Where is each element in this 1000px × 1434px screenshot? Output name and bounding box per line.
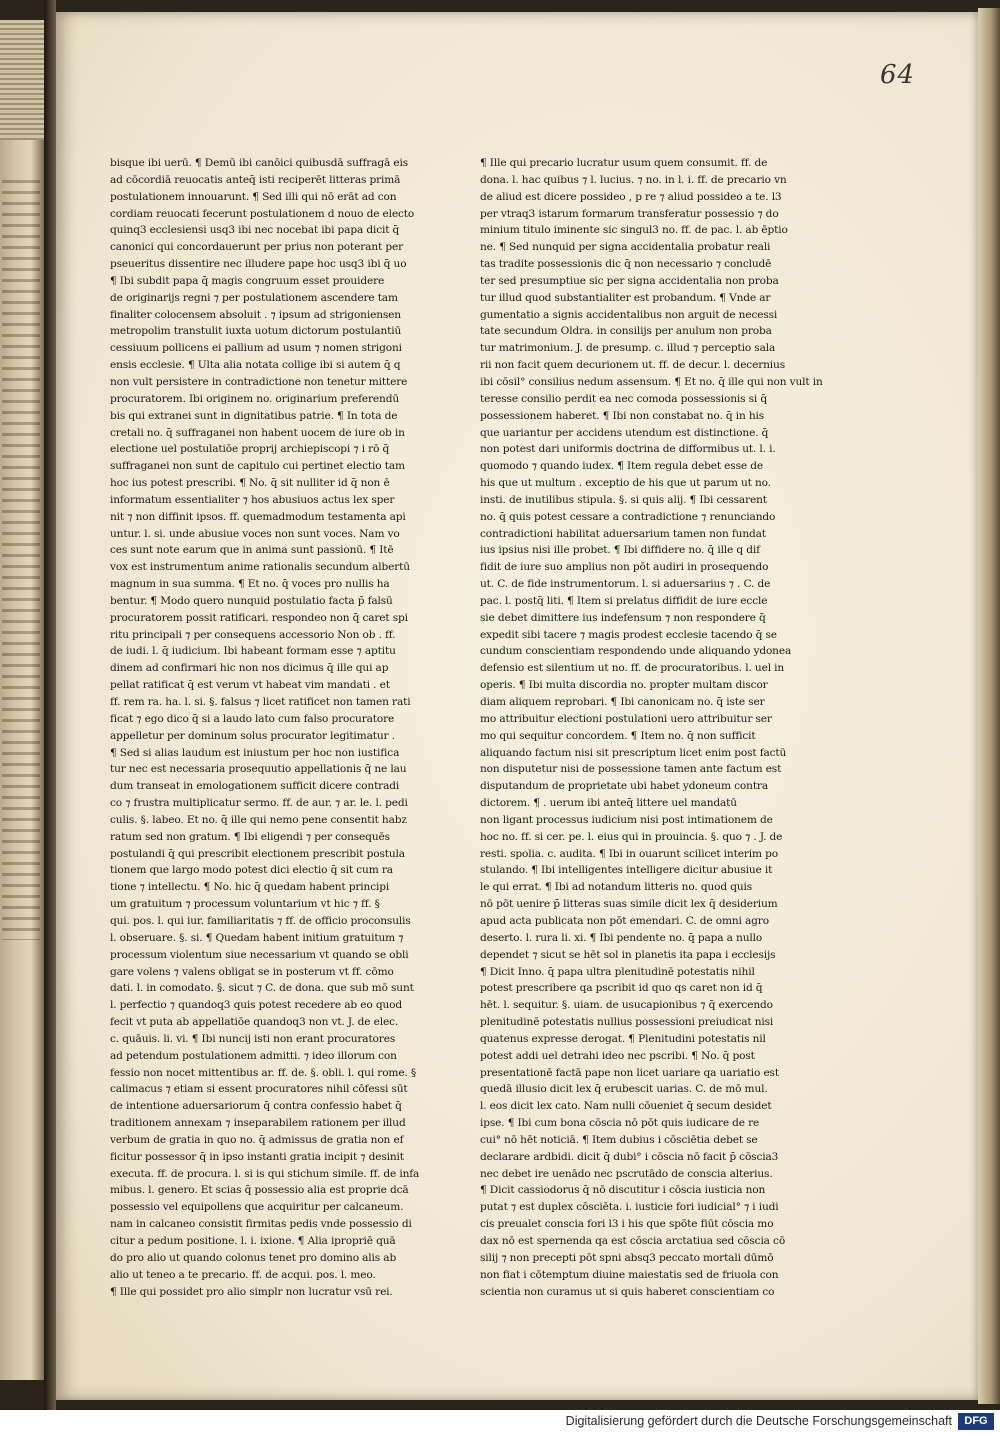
text-line-left: qui. pos. l. qui iur. familiaritatis ⁊ ff. de officio proconsulis — [110, 914, 411, 927]
text-line-left: suffraganei non sunt de capitulo cui pertinet electio tam — [110, 460, 405, 473]
text-line-right: dax nō est spernenda qa est cōscia arctatiua sed cōscia cō — [480, 1235, 786, 1247]
text-line-left: pseueritus dissentire nec illudere pape hoc usq3 ibi q̄ uo — [110, 258, 407, 271]
text-line-left: quinq3 ecclesiensi usq3 ibi nec nocebat ibi papa dicit q̄ — [110, 224, 400, 237]
page-stack-edge — [0, 20, 44, 140]
text-line-right: scientia non curamus ut si quis haberet conscientiam co — [480, 1285, 775, 1298]
text-line-left: tione ⁊ intellectu. ¶ No. hic q̄ quedam habent principi — [110, 881, 390, 894]
text-line-right: his que ut multum . exceptio de his que ut parum ut no. — [480, 477, 771, 490]
text-line-right: tas tradite possessionis dic q̄ non necessario ⁊ concludē — [480, 258, 772, 271]
text-line-right: presentationē factā pape non licet uariare qa uariatio est — [480, 1066, 779, 1079]
text-line-right: que uariantur per accidens utendum est distinctione. q̄ — [480, 426, 769, 439]
text-line-left: ad cōcordiā reuocatis anteq̄ isti reciperēt litteras primā — [110, 173, 401, 186]
text-line-right: ¶ Dicit cassiodorus q̄ nō discutitur i cōscia iusticia non — [480, 1184, 766, 1197]
text-line-right: fidit de iure suo amplius non pōt audiri in prosequendo — [480, 561, 769, 574]
text-line-left: ¶ Ille qui possidet pro alio simplr non lucratur vsū rei. — [110, 1285, 393, 1298]
text-line-right: non ligant processus iudicium nisi post intimationem de — [480, 813, 773, 826]
text-line-right: tur illud quod substantialiter est probandum. ¶ Vnde ar — [480, 291, 771, 304]
text-line-right: contradictioni habilitat aduersarium tamen non fundat — [480, 527, 766, 540]
text-line-left: bisque ibi uerū. ¶ Demū ibi canōici quibusdā suffragā eis — [110, 157, 409, 169]
text-line-left: culis. §. labeo. Et no. q̄ ille qui nemo pene consentit habz — [110, 813, 407, 826]
text-line-right: l. eos dicit lex cato. Nam nulli cōueniet q̄ secum desidet — [480, 1100, 772, 1113]
text-line-right: ipse. ¶ Ibi cum bona cōscia nō pōt quis iudicare de re — [480, 1117, 760, 1130]
funding-credit: Digitalisierung gefördert durch die Deutsche Forschungsgemeinschaft — [565, 1414, 952, 1428]
text-line-right: le qui errat. ¶ Ibi ad notandum litteris no. quod quis — [480, 881, 753, 894]
text-line-left: de intentione aduersariorum q̄ contra confessio habet q̄ — [110, 1100, 402, 1113]
text-line-right: ius ipsius nisi ille probet. ¶ Ibi diffidere no. q̄ ille q dif — [480, 544, 760, 557]
text-line-left: vox est instrumentum anime rationalis secundum albertū — [110, 561, 410, 574]
text-line-left: do pro alio ut quando colonus tenet pro domino alis ab — [110, 1251, 397, 1264]
text-line-left: nit ⁊ non diffinit ipsos. ff. quemadmodum testamenta api — [110, 510, 406, 523]
text-line-left: canonici qui concordauerunt per prius non poterant per — [110, 241, 404, 254]
text-line-right: deserto. l. rura li. xi. ¶ Ibi pendente no. q̄ papa a nullo — [480, 931, 763, 944]
text-line-left: hoc ius potest prescribi. ¶ No. q̄ sit nulliter id q̄ non ē — [110, 477, 390, 490]
text-line-right: minium titulo iminente sic singul3 no. ff. de pac. l. ab ēptio — [480, 224, 788, 237]
facing-page-text-fragment — [2, 180, 40, 940]
text-line-right: insti. de inutilibus stipula. §. si quis alij. ¶ Ibi cessarent — [480, 493, 767, 506]
text-line-right: rii non facit quem decurionem ut. ff. de decur. l. decernius — [480, 359, 785, 372]
page-fore-edge — [978, 8, 1000, 1404]
text-line-right: defensio est silentium ut no. ff. de procuratoribus. l. uel in — [480, 662, 785, 675]
text-line-right: hoc no. ff. si cer. pe. l. eius qui in prouincia. §. quo ⁊ . J. de — [480, 830, 783, 843]
text-line-left: electione uel postulatiōe proprij archiepiscopi ⁊ i rō q̄ — [110, 443, 390, 456]
text-line-right: quatenus expresse derogat. ¶ Plenitudini potestatis nil — [480, 1032, 766, 1045]
text-line-right: hēt. l. sequitur. §. uiam. de usucapionibus ⁊ q̄ exercendo — [480, 999, 773, 1012]
text-line-right: quomodo ⁊ quando iudex. ¶ Item regula debet esse de — [480, 460, 763, 473]
text-line-left: ficitur possessor q̄ in ipso instanti gratia incipit ⁊ desinit — [110, 1150, 404, 1163]
dfg-logo: DFG — [958, 1413, 994, 1430]
text-line-right: aliquando factum nisi sit prescriptum licet enim post factū — [480, 746, 787, 759]
text-line-left: l. obseruare. §. si. ¶ Quedam habent initium gratuitum ⁊ — [110, 931, 404, 944]
text-line-right: ¶ Dicit Inno. q̄ papa ultra plenitudinē potestatis nihil — [480, 965, 755, 978]
text-line-right: declarare ardbidi. dicit q̄ dubi° i cōscia nō facit p̄ cōscia3 — [480, 1150, 779, 1163]
text-line-left: alio ut teneo a te precario. ff. de acqui. pos. l. meo. — [110, 1268, 376, 1281]
text-line-left: verbum de gratia in quo no. q̄ admissus de gratia non ef — [110, 1133, 404, 1146]
text-line-left: ff. rem ra. ha. l. si. §. falsus ⁊ licet ratificet non tamen rati — [110, 696, 411, 708]
text-line-right: gumentatio a signis accidentalibus non arguit de necessi — [480, 308, 778, 321]
text-line-left: dum transeat in emologationem sufficit dicere contradi — [110, 780, 400, 793]
text-line-left: calimacus ⁊ etiam si essent procuratores nihil cōfessi sūt — [110, 1083, 408, 1096]
text-line-right: ibi cōsil° consilius nedum assensum. ¶ Et no. q̄ ille qui non vult in — [480, 375, 823, 388]
text-line-right: ut. C. de fide instrumentorum. l. si aduersarius ⁊ . C. de — [480, 578, 771, 591]
text-line-right: non potest dari uniformis doctrina de difformibus ut. l. i. — [480, 443, 776, 456]
text-line-left: ¶ Sed si alias laudum est iniustum per hoc non iustifica — [110, 746, 400, 759]
text-line-right: apud acta publicata non pōt emendari. C. de omni agro — [480, 914, 769, 927]
text-line-right: nō pōt uenire p̄ litteras suas simile dicit lex q̄ desiderium — [480, 898, 778, 911]
text-line-right: putat ⁊ est duplex cōsciēta. i. iusticie fori iudicial° ⁊ i iudi — [480, 1201, 779, 1214]
text-line-right: dictorem. ¶ . uerum ibi anteq̄ littere uel mandatū — [480, 797, 737, 810]
text-line-left: citur a pedum positione. l. i. ixione. ¶ Alia ipropriē quā — [110, 1235, 396, 1247]
text-line-right: plenitudinē potestatis nullius possessioni preiudicat nisi — [480, 1016, 774, 1029]
text-line-left: cretali no. q̄ suffraganei non habent uocem de iure ob in — [110, 426, 405, 439]
text-line-left: de originarijs regni ⁊ per postulationem ascendere tam — [110, 291, 398, 304]
text-line-right: operis. ¶ Ibi multa discordia no. propter multam discor — [480, 679, 768, 692]
text-line-left: pellat ratificat q̄ est verum vt habeat vim mandati . et — [110, 679, 390, 692]
text-line-right: possessionem haberet. ¶ Ibi non constabat no. q̄ in his — [480, 409, 765, 422]
text-line-left: um gratuitum ⁊ processum voluntarium vt hic ⁊ ff. § — [110, 898, 380, 911]
text-line-right: nec debet ire uenādo nec pscrutādo de conscia alterius. — [480, 1167, 773, 1180]
text-line-left: ad petendum postulationem admitti. ⁊ ideo illorum con — [110, 1049, 397, 1062]
text-line-right: resti. spolia. c. audita. ¶ Ibi in ouarunt scilicet interim po — [480, 847, 778, 860]
text-line-left: c. quāuis. li. vi. ¶ Ibi nuncij isti non erant procuratores — [110, 1032, 396, 1045]
text-column-left — [110, 155, 420, 1300]
text-line-left: ces sunt note earum que in anima sunt passionū. ¶ Itē — [110, 544, 394, 557]
text-line-right: cis preualet conscia fori l3 i his que spōte fiūt cōscia mo — [480, 1218, 774, 1231]
text-line-right: diam aliquem reprobari. ¶ Ibi canonicam no. q̄ iste ser — [480, 696, 765, 708]
text-line-left: l. perfectio ⁊ quandoq3 quis potest recedere ab eo quod — [110, 999, 403, 1012]
text-line-right: stulando. ¶ Ibi intelligentes intelligere dicitur abusiue it — [480, 864, 773, 877]
text-line-right: de aliud est dicere possideo , p re ⁊ aliud possideo a te. l3 — [480, 190, 782, 203]
folio-number: 64 — [880, 60, 916, 90]
text-line-left: nam in calcaneo consistit firmitas pedis vnde possessio di — [110, 1218, 412, 1231]
text-line-right: mo attribuitur electioni postulationi uero attribuitur ser — [480, 712, 772, 725]
text-line-right: potest prescribere qa pscribit id quo qs caret non id q̄ — [480, 982, 763, 995]
text-line-left: ¶ Ibi subdit papa q̄ magis congruum esset prouidere — [110, 274, 385, 287]
book-gutter — [44, 0, 56, 1410]
text-line-right: no. q̄ quis potest cessare a contradictione ⁊ renunciando — [480, 510, 776, 523]
text-line-left: ficat ⁊ ego dico q̄ si a laudo lato cum falso procuratore — [110, 712, 395, 725]
text-line-right: non disputetur nisi de possessione tamen ante factum est — [480, 763, 782, 776]
text-line-left: fecit vt puta ab appellatiōe quandoq3 non vt. J. de elec. — [110, 1016, 399, 1029]
text-line-left: tionem que largo modo potest dici electio q̄ sit cum ra — [110, 864, 393, 877]
text-line-left: cordiam reuocati fecerunt postulationem d nouo de electo — [110, 207, 415, 220]
text-line-left: procuratorem possit ratificari. respondeo non q̄ caret spi — [110, 611, 408, 624]
text-line-left: postulationem innouarunt. ¶ Sed illi qui nō erāt ad con — [110, 190, 397, 203]
text-line-right: mo qui sequitur concordem. ¶ Item no. q̄ non sufficit — [480, 729, 756, 742]
text-column-right — [480, 155, 823, 1300]
text-line-right: expedit sibi tacere ⁊ magis prodest ecclesie tacendo q̄ se — [480, 628, 777, 641]
text-line-right: tur matrimonium. J. de presump. c. illud ⁊ perceptio sala — [480, 342, 776, 355]
text-line-left: untur. l. si. unde abusiue voces non sunt voces. Nam vo — [110, 527, 400, 540]
text-line-right: non fiat i cōtemptum diuine maiestatis sed de friuola con — [480, 1268, 779, 1281]
text-line-left: magnum in sua summa. ¶ Et no. q̄ voces pro nullis ha — [110, 578, 390, 591]
text-line-left: gare volens ⁊ valens obligat se in posterum vt ff. cōmo — [110, 965, 394, 978]
text-line-right: dependet ⁊ sicut se hēt sol in planetis ita papa i ecclesijs — [480, 948, 776, 961]
text-line-right: potest addi uel detrahi ideo nec pscribi. ¶ No. q̄ post — [480, 1049, 755, 1062]
text-line-left: metropolim transtulit iuxta uotum dictorum postulantiū — [110, 325, 402, 338]
text-line-left: ratum sed non gratum. ¶ Ibi eligendi ⁊ per consequēs — [110, 830, 390, 843]
text-line-left: dinem ad confirmari hic non nos dicimus q̄ ille qui ap — [110, 662, 389, 675]
facing-page-edge — [0, 20, 44, 1380]
text-line-right: teresse consilio perdit ea nec comoda possessionis si q̄ — [480, 392, 767, 405]
text-line-left: dati. l. in comodato. §. sicut ⁊ C. de dona. que sub mō sunt — [110, 982, 414, 995]
text-line-left: bis qui extranei sunt in dignitatibus patrie. ¶ In tota de — [110, 409, 398, 422]
text-line-left: co ⁊ frustra multiplicatur sermo. ff. de aur. ⁊ ar. le. l. pedi — [110, 797, 408, 810]
text-line-left: fessio non nocet mittentibus ar. ff. de. §. obli. l. qui rome. § — [110, 1066, 417, 1079]
text-line-left: tur nec est necessaria prosequutio appellationis q̄ ne lau — [110, 763, 407, 776]
text-line-left: postulandi q̄ qui prescribit electionem prescribit postula — [110, 847, 405, 860]
text-line-left: finaliter colocensem absoluit . ⁊ ipsum ad strigoniensen — [110, 308, 401, 321]
text-line-left: ritu principali ⁊ per consequens accessorio Non ob . ff. — [110, 628, 396, 641]
text-line-right: quedā illusio dicit lex q̄ erubescit uarias. C. de mō mul. — [480, 1083, 768, 1096]
text-line-right: cui° nō hēt noticiā. ¶ Item dubius i cōsciētia debet se — [480, 1133, 758, 1146]
text-line-left: de iudi. l. q̄ iudicium. Ibi habeant formam esse ⁊ aptitu — [110, 645, 396, 658]
text-line-right: disputandum de proprietate ubi habet ydoneum contra — [480, 780, 769, 793]
text-line-left: executa. ff. de procura. l. si is qui stichum simile. ff. de infa — [110, 1167, 420, 1180]
text-line-left: cessiuum pollicens ei pallium ad usum ⁊ nomen strigoni — [110, 342, 402, 355]
text-line-right: sie debet dimittere ius indefensum ⁊ non respondere q̄ — [480, 611, 766, 624]
text-line-left: possessio vel equipollens que acquiritur per calcaneum. — [110, 1201, 404, 1214]
text-line-right: ter sed presumptiue sic per signa accidentalia non proba — [480, 274, 779, 287]
text-line-left: appelletur per dominum solus procurator legitimatur . — [110, 729, 395, 742]
text-line-left: bentur. ¶ Modo quero nunquid postulatio facta p̄ falsū — [110, 594, 393, 607]
text-line-right: ne. ¶ Sed nunquid per signa accidentalia probatur reali — [480, 241, 771, 254]
text-line-left: ensis ecclesie. ¶ Ulta alia notata collige ibi si autem q̄ q — [110, 359, 401, 372]
text-line-right: ¶ Ille qui precario lucratur usum quem consumit. ff. de — [480, 157, 768, 169]
text-line-left: processum violentum siue necessarium vt quando se obli — [110, 948, 409, 961]
text-line-left: procuratorem. Ibi originem no. originarium preferendū — [110, 392, 400, 405]
text-line-right: silij ⁊ non precepti pōt spni absq3 peccato mortali dūmō — [480, 1251, 774, 1264]
text-line-right: per vtraq3 istarum formarum transferatur possessio ⁊ do — [480, 207, 779, 220]
digitization-footer — [0, 1410, 1000, 1434]
text-line-right: cundum conscientiam respondendo unde aliquando ydonea — [480, 645, 792, 658]
text-line-left: non vult persistere in contradictione non tenetur mittere — [110, 375, 408, 388]
text-line-right: pac. l. postq̄ liti. ¶ Item si prelatus diffidit de iure eccle — [480, 594, 768, 607]
text-line-right: tate secundum Oldra. in consilijs per anulum non proba — [480, 325, 772, 338]
text-line-right: dona. l. hac quibus ⁊ l. lucius. ⁊ no. in l. i. ff. de precario vn — [480, 173, 787, 186]
text-line-left: traditionem annexam ⁊ inseparabilem rationem per illud — [110, 1117, 406, 1130]
text-line-left: informatum essentialiter ⁊ hos abusiuos actus lex sper — [110, 493, 395, 506]
text-line-left: mibus. l. genero. Et scias q̄ possessio alia est proprie dcā — [110, 1184, 409, 1197]
